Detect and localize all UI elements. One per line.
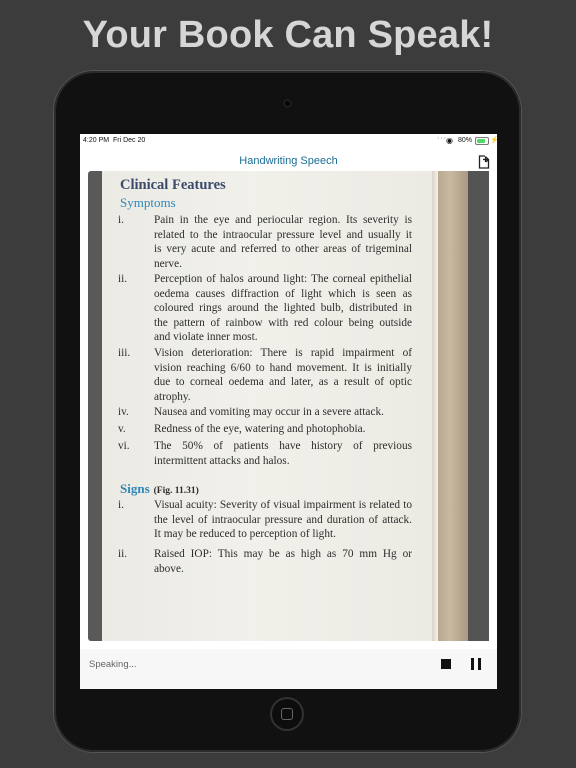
text-line: Perception of halos around light: The corneal epithelial bbox=[154, 273, 412, 285]
nav-title: Handwriting Speech bbox=[239, 155, 338, 167]
text-line: the level of intraocular pressure and duration of attack. bbox=[154, 513, 412, 526]
export-icon[interactable] bbox=[477, 155, 491, 169]
text-line: and violate inner most. bbox=[154, 331, 258, 344]
list-item-number: vi. bbox=[118, 440, 130, 452]
list-item-number: v. bbox=[118, 423, 126, 435]
camera-icon bbox=[283, 99, 292, 108]
home-square-icon bbox=[281, 708, 293, 720]
list-item-number: iv. bbox=[118, 406, 129, 418]
battery-icon bbox=[475, 137, 489, 145]
list-item-number: iii. bbox=[118, 347, 131, 359]
book-page bbox=[102, 171, 432, 641]
ipad-device bbox=[54, 71, 521, 752]
text-line: Vision deterioration: There is rapid impairment of bbox=[154, 347, 412, 359]
text-line: Raised IOP: This may be as high as 70 mm Hg or bbox=[154, 548, 412, 560]
pause-bar-left bbox=[471, 658, 474, 670]
list-item-number: ii. bbox=[118, 273, 128, 285]
wifi-icon: ◉ bbox=[446, 136, 453, 145]
text-line: Pain in the eye and periocular region. Its severity is bbox=[154, 214, 412, 226]
stop-icon[interactable] bbox=[441, 659, 451, 669]
text-line: Visual acuity: Severity of visual impairment is related to bbox=[154, 499, 412, 511]
text-line: vision reaching 6/60 to hand movement. It is initially bbox=[154, 361, 412, 374]
text-line: Redness of the eye, watering and photophobia. bbox=[154, 423, 366, 435]
text-line: It may be reduced to perception of light. bbox=[154, 528, 336, 541]
headline: Your Book Can Speak! bbox=[82, 14, 494, 56]
pause-icon[interactable] bbox=[471, 658, 482, 670]
signs-heading: Signs (Fig. 11.31) bbox=[120, 481, 199, 496]
home-button[interactable] bbox=[270, 697, 304, 731]
status-bar bbox=[80, 134, 497, 148]
text-line: is very acute and referred to other areas of trigeminal bbox=[154, 243, 412, 256]
text-line: oedema causes diffraction of light which is seen as bbox=[154, 287, 412, 300]
status-time: 4:20 PM Fri Dec 20 bbox=[83, 137, 146, 144]
list-item-number: i. bbox=[118, 499, 124, 511]
scanned-page-image bbox=[88, 171, 489, 641]
list-item-number: i. bbox=[118, 214, 124, 226]
pause-bar-right bbox=[478, 658, 481, 670]
text-line: nerve. bbox=[154, 257, 182, 270]
playback-bar bbox=[80, 649, 497, 689]
list-item-number: ii. bbox=[118, 548, 128, 560]
text-line: due to corneal oedema and later, as a result of optic bbox=[154, 376, 412, 389]
text-line: the pattern of rainbow with red colour being outside bbox=[154, 316, 412, 329]
speaking-status: Speaking... bbox=[89, 659, 137, 670]
text-line: above. bbox=[154, 562, 184, 575]
text-line: atrophy. bbox=[154, 390, 191, 403]
page-title: Clinical Features bbox=[120, 177, 226, 193]
text-line: Nausea and vomiting may occur in a severe attack. bbox=[154, 406, 384, 418]
battery-percent: 80% bbox=[458, 137, 473, 144]
text-line: related to the intraocular pressure level and usually it bbox=[154, 228, 412, 241]
charging-icon: ⚡ bbox=[490, 137, 499, 144]
multitask-dots-icon: ··· bbox=[437, 135, 447, 142]
image-margin bbox=[468, 171, 489, 641]
battery-level bbox=[477, 139, 485, 143]
text-line: coloured rings around the lighted bulb, distributed in bbox=[154, 302, 412, 315]
background-surface bbox=[438, 171, 468, 641]
symptoms-heading: Symptoms bbox=[120, 195, 176, 210]
text-line: intermittent attacks and halos. bbox=[154, 454, 290, 467]
figure-reference: (Fig. 11.31) bbox=[153, 486, 199, 496]
text-line: The 50% of patients have history of previous bbox=[154, 440, 412, 452]
app-screen bbox=[80, 134, 497, 689]
